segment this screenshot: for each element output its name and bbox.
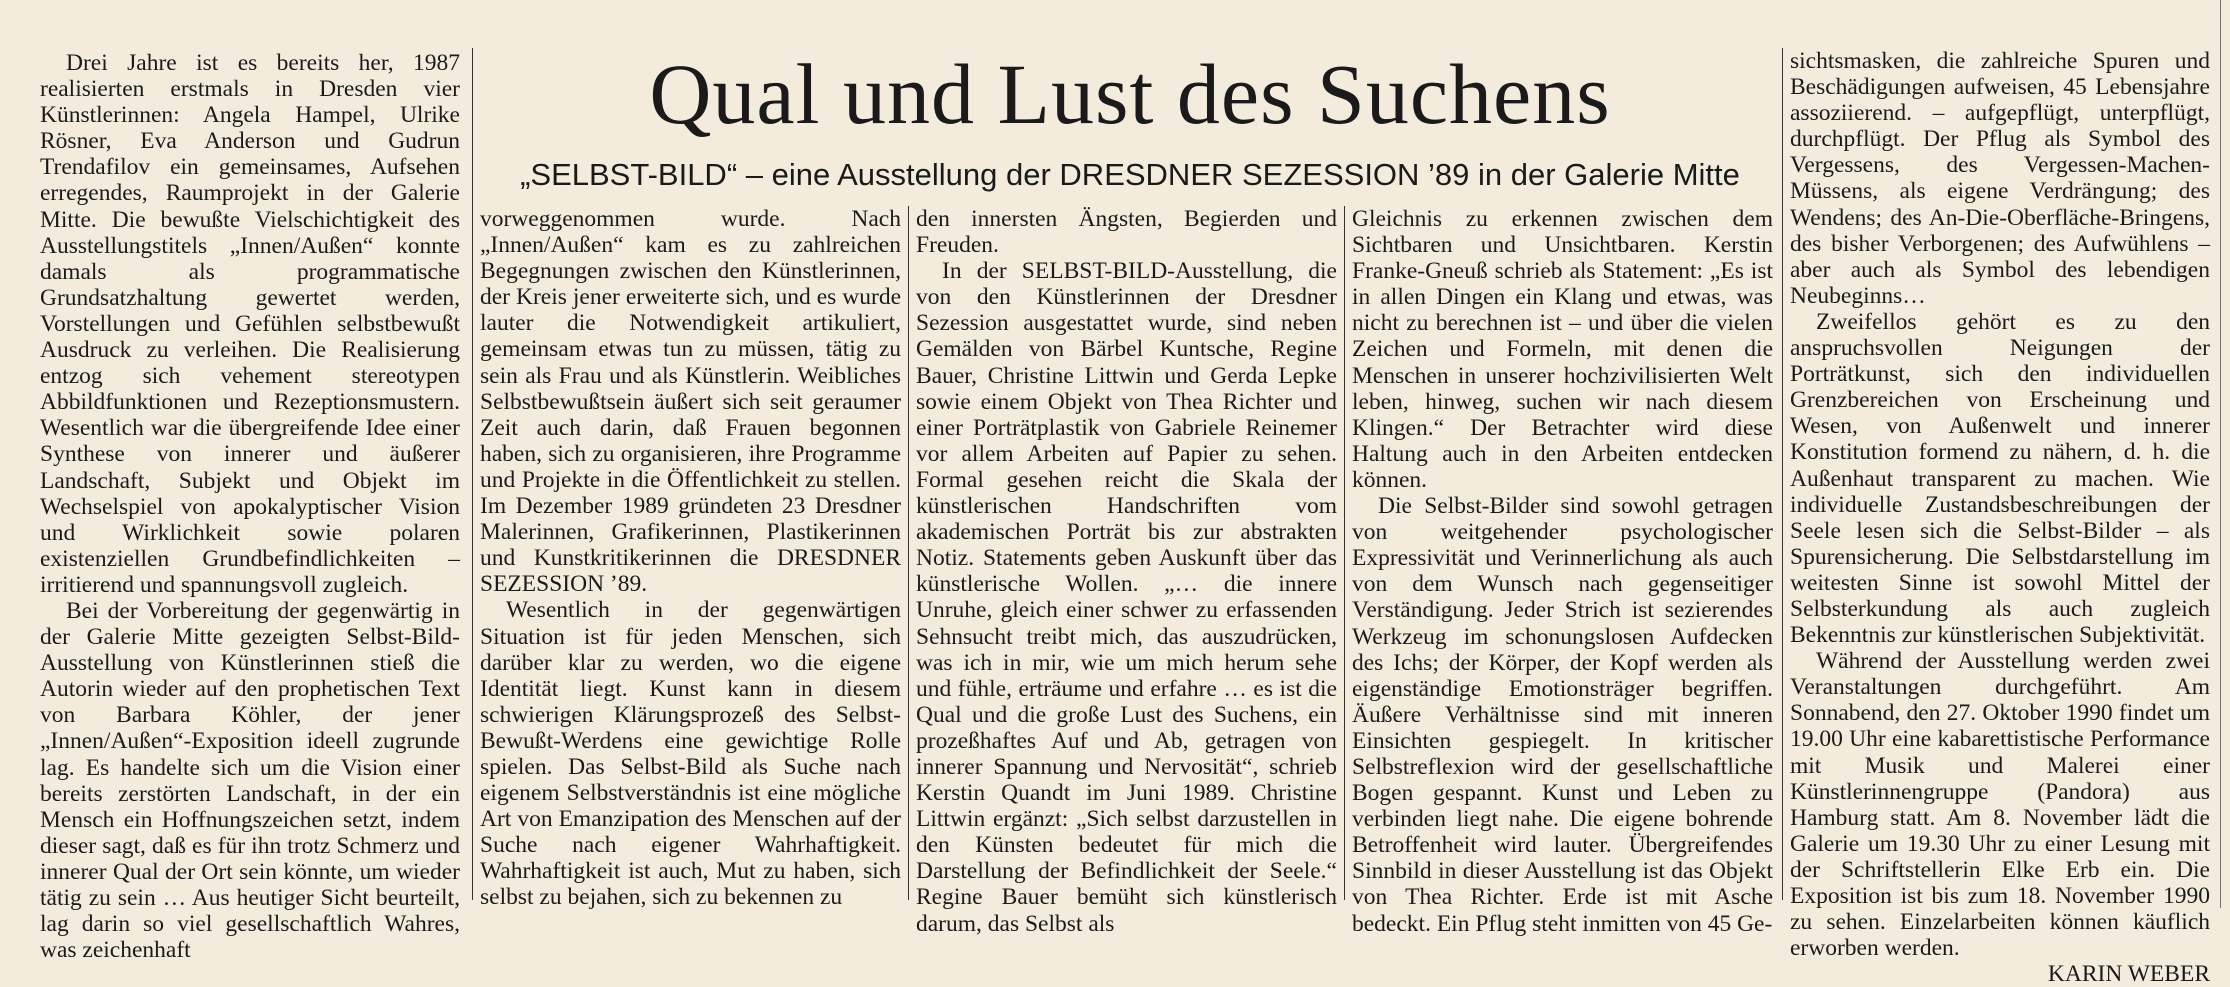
- paragraph: Gleichnis zu erkennen zwischen dem Sichtbaren und Unsichtbaren. Kerstin Franke-Gneuß schrieb als Statement: „Es ist in allen Dingen ein Klang und etwas, was nicht zu berechnen ist – und über die vielen Zeichen und Formeln, mit denen die Menschen in unserer hochzivilisierten Welt leben, hinweg, suchen wir nach diesem Klingen.“ Der Betrachter wird diese Haltung auch in den Arbeiten entdecken können.: [1352, 206, 1773, 493]
- paragraph: Wesentlich in der gegenwärtigen Situation ist für jeden Menschen, sich darüber klar zu werden, wo die eigene Identität liegt. Kunst kann in diesem schwierigen Klärungsprozeß des Selbst-Bewußt-Werdens eine gewichtige Rolle spielen. Das Selbst-Bild als Suche nach eigenem Selbstverständnis ist eine mögliche Art von Emanzipation des Menschen auf der Suche nach eigener Wahrhaftigkeit. Wahrhaftigkeit ist auch, Mut zu haben, sich selbst zu bejahen, sich zu bekennen zu: [480, 597, 901, 911]
- paragraph: vorweggenommen wurde. Nach „Innen/Außen“ kam es zu zahlreichen Begegnungen zwischen den Künstlerinnen, der Kreis jener erweiterte sich, und es wurde lauter die Notwendigkeit artikuliert, gemeinsam etwas tun zu müssen, tätig zu sein als Frau und als Künstlerin. Weibliches Selbstbewußtsein äußert sich seit geraumer Zeit auch darin, daß Frauen begonnen haben, sich zu organisieren, ihre Programme und Projekte in die Öffentlichkeit zu stellen. Im Dezember 1989 gründeten 23 Dresdner Malerinnen, Grafikerinnen, Plastikerinnen und Kunstkritikerinnen die DRESDNER SEZESSION ’89.: [480, 206, 901, 598]
- paragraph: Bei der Vorbereitung der gegenwärtig in der Galerie Mitte gezeigten Selbst-Bild-Ausstellung von Künstlerinnen stieß die Autorin wieder auf den prophetischen Text von Barbara Köhler, der jener „Innen/Außen“-Exposition ideell zugrunde lag. Es handelte sich um die Vision einer bereits zerstörten Landschaft, in der ein Mensch ein Hoffnungszeichen setzt, indem dieser sagt, daß es für ihn trotz Schmerz und innerer Qual der Ort sein könnte, um wieder tätig zu sein … Aus heutiger Sicht beurteilt, lag darin so viel gesellschaftlich Wahres, was zeichenhaft: [40, 597, 460, 964]
- paragraph: In der SELBST-BILD-Ausstellung, die von den Künstlerinnen der Dresdner Sezession ausgestattet wurde, sind neben Gemälden von Bärbel Kuntsche, Regine Bauer, Christine Littwin und Gerda Lepke sowie einem Objekt von Thea Richter und einer Porträtplastik von Gabriele Reinemer vor allem Arbeiten auf Papier zu sehen. Formal gesehen reicht die Skala der künstlerischen Handschriften vom akademischen Porträt bis zur abstrakten Notiz. Statements geben Auskunft über das künstlerische Wollen. „… die innere Unruhe, gleich einer schwer zu erfassenden Sehnsucht treibt mich, das auszudrücken, was ich in mir, wie um mich herum sehe und fühle, erträume und erfahre … es ist die Qual und die große Lust des Suchens, ein prozeßhaftes Auf und Ab, getragen von innerer Spannung und Nervosität“, schrieb Kerstin Quandt im Juni 1989. Christine Littwin ergänzt: „Sich selbst darzustellen in den Künsten bedeutet für mich die Darstellung der Befindlichkeit der Seele.“ Regine Bauer bemüht sich künstlerisch darum, das Selbst als: [916, 258, 1337, 937]
- article-column-3: [916, 206, 1337, 937]
- subtitle: „SELBST-BILD“ – eine Ausstellung der DRESDNER SEZESSION ’89 in der Galerie Mitte: [520, 157, 1740, 192]
- column-rule: [1344, 206, 1345, 900]
- paragraph: Während der Ausstellung werden zwei Veranstaltungen durchgeführt. Am Sonnabend, den 27. Oktober 1990 findet um 19.00 Uhr eine kabarettistische Performance mit Musik und Malerei einer Künstlerinnengruppe (Pandora) aus Hamburg statt. Am 8. November lädt die Galerie um 19.30 Uhr zu einer Lesung mit der Schriftstellerin Elke Erb ein. Die Exposition ist bis zum 18. November 1990 zu sehen. Einzelarbeiten können käuflich erworben werden.: [1790, 648, 2210, 962]
- paragraph: sichtsmasken, die zahlreiche Spuren und Beschädigungen aufweisen, 45 Lebensjahre assoziierend. – aufgepflügt, unterpflügt, durchpflügt. Der Pflug als Symbol des Vergessens, des Vergessen-Machen-Müssens, als eigene Verdrängung; des Wendens; des An-Die-Oberfläche-Bringens, des bisher Verborgenen; des Aufwühlens – aber auch als Symbol des lebendigen Neubeginns…: [1790, 48, 2210, 309]
- article-column-5: [1790, 48, 2210, 987]
- author-signature: KARIN WEBER: [2047, 961, 2210, 987]
- paragraph: Zweifellos gehört es zu den anspruchsvollen Neigungen der Porträtkunst, sich den individuellen Grenzbereichen von Erscheinung und Wesen, von Außenwelt und innerer Konstitution formend zu nähern, d. h. die Außenhaut transparent zu machen. Wie individuelle Zustandsbeschreibungen der Seele lesen sich die Selbst-Bilder – als Spurensicherung. Die Selbstdarstellung im weitesten Sinne ist sowohl Mittel der Selbsterkundung als auch zugleich Bekenntnis zur künstlerischen Subjektivität.: [1790, 308, 2210, 649]
- article-column-1: [40, 50, 460, 964]
- paragraph: Die Selbst-Bilder sind sowohl getragen von weitgehender psychologischer Expressivität und Verinnerlichung als auch von dem Wunsch nach gegenseitiger Verständigung. Jeder Strich ist sezierendes Werkzeug im schonungslosen Aufdecken des Ichs; der Körper, der Kopf werden als eigenständige Emotionsträger begriffen. Äußere Verhältnisse sind mit inneren Einsichten gespiegelt. In kritischer Selbstreflexion wird der gesellschaftliche Bogen gespannt. Kunst und Leben zu verbinden liegt nahe. Die eigene bohrende Betroffenheit wird lauter. Übergreifendes Sinnbild in dieser Ausstellung ist das Objekt von Thea Richter. Erde ist mit Asche bedeckt. Ein Pflug steht inmitten von 45 Ge-: [1352, 493, 1773, 937]
- paragraph: den innersten Ängsten, Begierden und Freuden.: [916, 206, 1337, 259]
- column-rule: [472, 48, 473, 900]
- headline: Qual und Lust des Suchens: [649, 46, 1611, 142]
- article-column-2: [480, 206, 901, 911]
- page-edge: [2220, 0, 2221, 908]
- article-column-4: [1352, 206, 1773, 937]
- column-rule: [908, 206, 909, 900]
- paragraph: Drei Jahre ist es bereits her, 1987 realisierten erstmals in Dresden vier Künstlerinnen: Angela Hampel, Ulrike Rösner, Eva Anderson und Gudrun Trendafilov ein gemeinsames, Aufsehen erregendes, Raumprojekt in der Galerie Mitte. Die bewußte Vielschichtigkeit des Ausstellungstitels „Innen/Außen“ konnte damals als programmatische Grundsatzhaltung gewertet werden, Vorstellungen und Gefühlen selbstbewußt Ausdruck zu verleihen. Die Realisierung entzog sich vehement stereotypen Abbildfunktionen und Rezeptionsmustern. Wesentlich war die übergreifende Idee einer Synthese von innerer und äußerer Landschaft, Subjekt und Objekt im Wechselspiel von apokalyptischer Vision und Wirklichkeit sowie polaren existenziellen Grundbefindlichkeiten – irritierend und spannungsvoll zugleich.: [40, 50, 460, 598]
- column-rule: [1782, 48, 1783, 900]
